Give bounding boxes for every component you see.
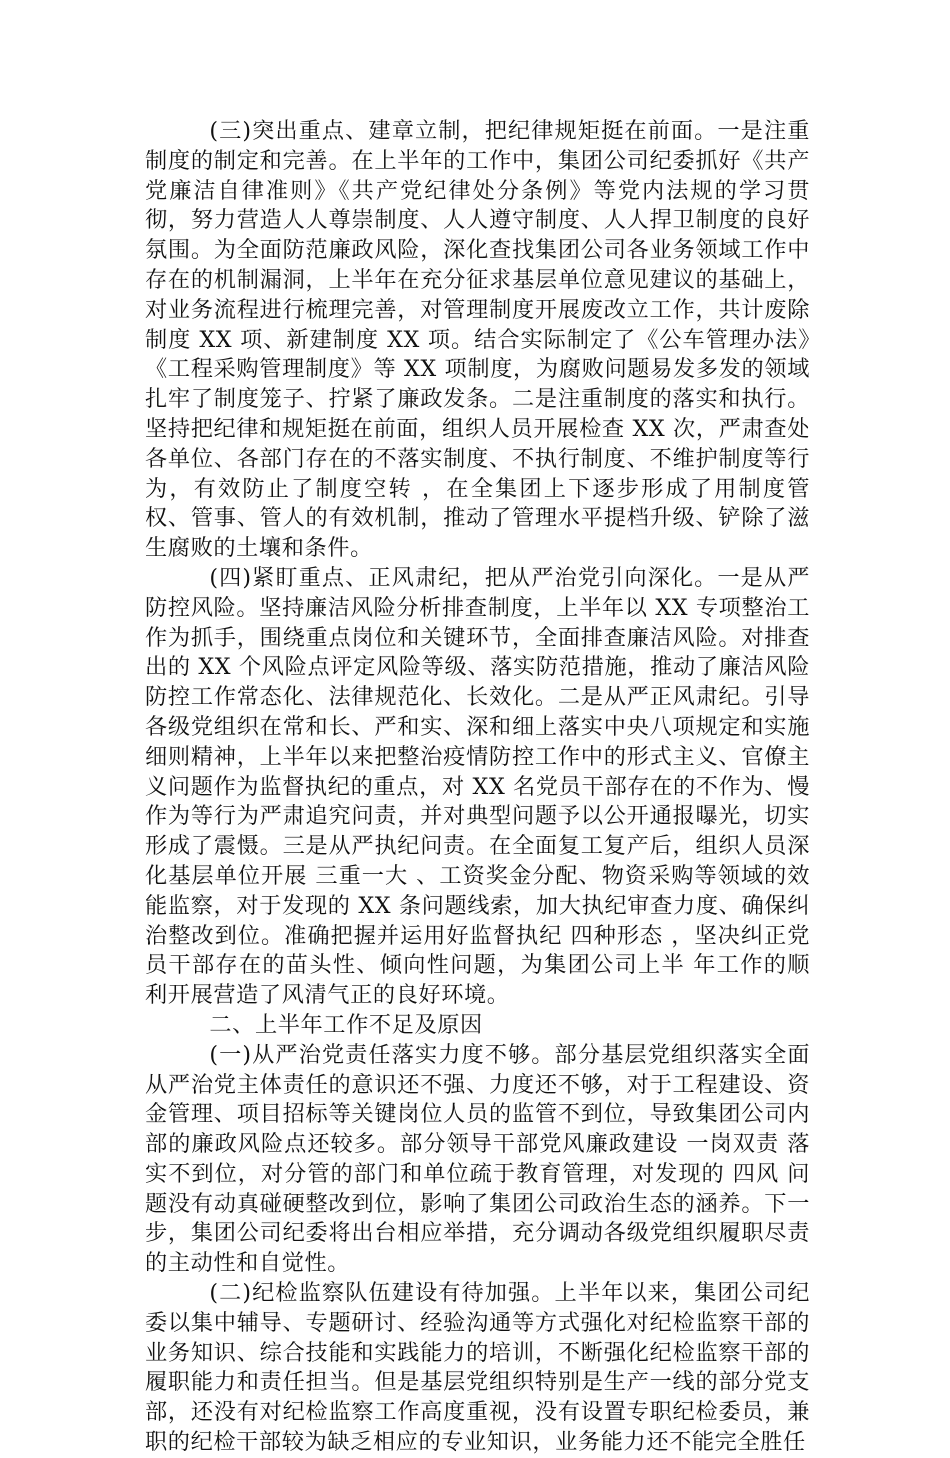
document-body bbox=[145, 117, 810, 1458]
section-heading: 二、上半年工作不足及原因 bbox=[209, 1011, 483, 1038]
paragraph-section-four: (四)紧盯重点、正风肃纪，把从严治党引向深化。一是从严防控风险。坚持廉洁风险分析排查制度，上半年以 XX 专项整治工作为抓手，围绕重点岗位和关键环节，全面排查廉洁风险。对排查出的 XX 个风险点评定风险等级、落实防范措施，推动了廉洁风险防控工作常态化、法律规范化、长效化。二是从严正风肃纪。引导各级党组织在常和长、严和实、深和细上落实中央八项规定和实施细则精神，上半年以来把整治疫情防控工作中的形式主义、官僚主义问题作为监督执纪的重点，对 XX 名党员干部存在的不作为、慢作为等行为严肃追究问责，并对典型问题予以公开通报曝光，切实形成了震慑。三是从严执纪问责。在全面复工复产后，组织人员深化基层单位开展 三重一大 、工资奖金分配、物资采购等领域的效能监察，对于发现的 XX 条问题线索，加大执纪审查力度、确保纠治整改到位。准确把握并运用好监督执纪 四种形态 ，坚决纠正党员干部存在的苗头性、倾向性问题，为集团公司上半 年工作的顺利开展营造了风清气正的良好环境。 bbox=[145, 564, 810, 1009]
paragraph-shortcoming-one: (一)从严治党责任落实力度不够。部分基层党组织落实全面从严治党主体责任的意识还不强、力度还不够，对于工程建设、资金管理、项目招标等关键岗位人员的监管不到位，导致集团公司内部的廉政风险点还较多。部分领导干部党风廉政建设 一岗双责 落实不到位，对分管的部门和单位疏于教育管理，对发现的 四风 问题没有动真碰硬整改到位，影响了集团公司政治生态的涵养。下一步，集团公司纪委将出台相应举措，充分调动各级党组织履职尽责的主动性和自觉性。 bbox=[145, 1041, 810, 1277]
paragraph-section-three: (三)突出重点、建章立制，把纪律规矩挺在前面。一是注重制度的制定和完善。在上半年的工作中，集团公司纪委抓好《共产党廉洁自律准则》《共产党纪律处分条例》等党内法规的学习贯彻，努力营造人人尊崇制度、人人遵守制度、人人捍卫制度的良好氛围。为全面防范廉政风险，深化查找集团公司各业务领域工作中存在的机制漏洞，上半年在充分征求基层单位意见建议的基础上，对业务流程进行梳理完善，对管理制度开展废改立工作，共计废除制度 XX 项、新建制度 XX 项。结合实际制定了《公车管理办法》《工程采购管理制度》等 XX 项制度，为腐败问题易发多发的领域扎牢了制度笼子、拧紧了廉政发条。二是注重制度的落实和执行。坚持把纪律和规矩挺在前面，组织人员开展检查 XX 次，严肃查处各单位、各部门存在的不落实制度、不执行制度、不维护制度等行为，有效防止了制度空转 ，在全集团上下逐步形成了用制度管权、管事、管人的有效机制，推动了管理水平提档升级、铲除了滋生腐败的土壤和条件。 bbox=[145, 118, 810, 562]
paragraph-shortcoming-two: (二)纪检监察队伍建设有待加强。上半年以来，集团公司纪委以集中辅导、专题研讨、经验沟通等方式强化对纪检监察干部的业务知识、综合技能和实践能力的培训，不断强化纪检监察干部的履职能力和责任担当。但是基层党组织特别是生产一线的部分党支部，还没有对纪检监察工作高度重视，没有设置专职纪检委员，兼职的纪检干部较为缺乏相应的专业知识，业务能力还不能完全胜任 bbox=[145, 1280, 810, 1456]
